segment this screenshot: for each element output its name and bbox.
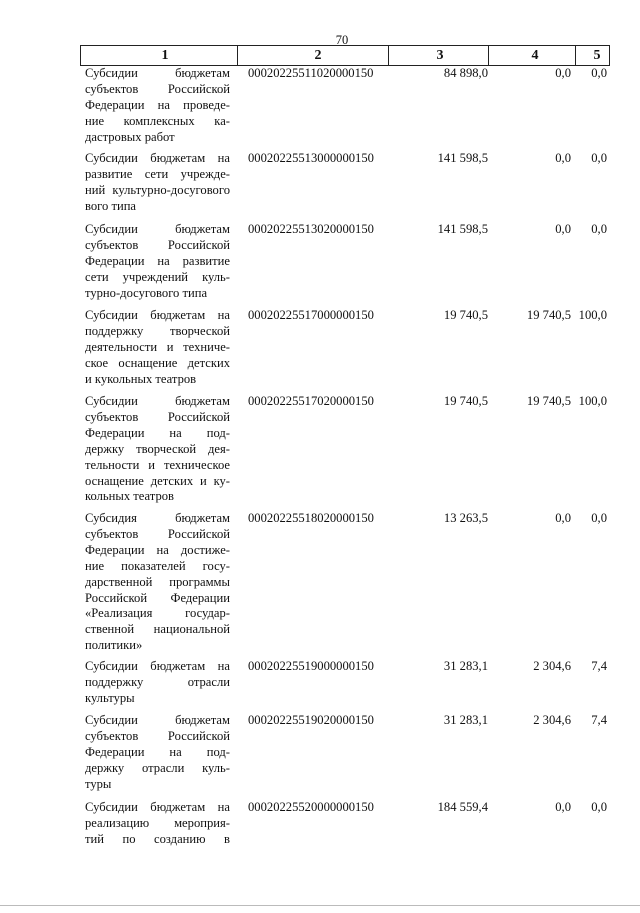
table-header: [80, 45, 610, 66]
row-name-line: деятельности и техниче-: [85, 339, 230, 354]
row-col-5: 0,0: [591, 800, 607, 814]
row-name-line: оснащение детских и ку-: [85, 473, 230, 488]
row-name-line: субъектов Российской: [85, 728, 230, 743]
row-code: 00020225517020000150: [248, 394, 374, 408]
header-col-3: 3: [436, 48, 444, 63]
row-col-3: 141 598,5: [437, 222, 488, 236]
row-name-line: ний культурно-досугового: [85, 182, 230, 197]
row-name-line: культуры: [85, 690, 135, 705]
header-col-5: 5: [593, 48, 601, 63]
row-name-line: политики»: [85, 638, 143, 653]
column-divider: [488, 45, 489, 65]
row-col-5: 100,0: [578, 308, 607, 322]
row-col-3: 31 283,1: [443, 659, 488, 673]
page-number: 70: [335, 33, 349, 47]
header-col-2: 2: [314, 48, 322, 63]
row-name-line: «Реализация государ-: [85, 606, 230, 621]
row-name-line: Российской Федерации: [85, 590, 230, 605]
row-code: 00020225518020000150: [248, 511, 374, 525]
row-name-line: и кукольных театров: [85, 371, 197, 386]
row-name-line: тий по созданию в: [85, 831, 230, 846]
row-name-line: развитие сети учрежде-: [85, 166, 230, 181]
row-name-line: ственной национальной: [85, 622, 230, 637]
row-col-3: 19 740,5: [443, 394, 488, 408]
scan-edge-line: [0, 905, 640, 906]
row-col-5: 0,0: [591, 66, 607, 80]
row-name: [85, 394, 230, 505]
row-name-line: держку творческой дея-: [85, 441, 230, 456]
row-name-line: тельности и техническое: [85, 457, 230, 472]
row-code: 00020225513000000150: [248, 151, 374, 165]
row-name-line: Федерации на под-: [85, 744, 230, 759]
row-name-line: субъектов Российской: [85, 409, 230, 424]
row-name-line: Федерации на проведе-: [85, 97, 230, 112]
row-name-line: Федерации на развитие: [85, 253, 230, 268]
row-name-line: дастровых работ: [85, 129, 175, 144]
column-divider: [575, 45, 576, 65]
row-code: 00020225519020000150: [248, 713, 374, 727]
row-col-5: 7,4: [591, 713, 607, 727]
row-col-5: 0,0: [591, 222, 607, 236]
row-col-5: 0,0: [591, 151, 607, 165]
row-name-line: ние показателей госу-: [85, 558, 230, 573]
row-name-line: Федерации на достиже-: [85, 542, 230, 557]
row-name-line: субъектов Российской: [85, 237, 230, 252]
row-name-line: Субсидии бюджетам на: [85, 800, 230, 814]
row-name-line: Субсидии бюджетам: [85, 66, 230, 80]
row-name-line: поддержку творческой: [85, 323, 230, 338]
row-col-4: 0,0: [555, 800, 571, 814]
row-col-5: 100,0: [578, 394, 607, 408]
row-name-line: ние комплексных ка-: [85, 113, 230, 128]
row-code: 00020225520000000150: [248, 800, 374, 814]
row-name-line: Субсидии бюджетам на: [85, 308, 230, 322]
row-col-4: 0,0: [555, 511, 571, 525]
row-col-3: 13 263,5: [443, 511, 488, 525]
row-code: 00020225517000000150: [248, 308, 374, 322]
row-name: [85, 151, 230, 215]
header-col-1: 1: [161, 48, 169, 63]
row-col-4: 2 304,6: [533, 713, 571, 727]
column-divider: [80, 45, 81, 65]
header-col-4: 4: [531, 48, 539, 63]
row-name-line: кольных театров: [85, 489, 174, 504]
row-code: 00020225511020000150: [248, 66, 374, 80]
row-col-4: 2 304,6: [533, 659, 571, 673]
row-name-line: ское оснащение детских: [85, 355, 230, 370]
row-col-5: 7,4: [591, 659, 607, 673]
row-name-line: держку отрасли куль-: [85, 760, 230, 775]
column-divider: [237, 45, 238, 65]
row-col-4: 0,0: [555, 222, 571, 236]
row-name-line: турно-досугового типа: [85, 285, 208, 300]
row-col-3: 141 598,5: [437, 151, 488, 165]
row-code: 00020225519000000150: [248, 659, 374, 673]
row-col-3: 184 559,4: [437, 800, 488, 814]
row-name: [85, 308, 230, 388]
row-name-line: сети учреждений куль-: [85, 269, 230, 284]
row-name-line: Субсидии бюджетам на: [85, 659, 230, 673]
row-col-3: 19 740,5: [443, 308, 488, 322]
row-col-3: 84 898,0: [443, 66, 488, 80]
row-name-line: субъектов Российской: [85, 526, 230, 541]
row-name: [85, 222, 230, 302]
row-col-4: 0,0: [555, 151, 571, 165]
row-col-4: 19 740,5: [526, 308, 571, 322]
row-name-line: Федерации на под-: [85, 425, 230, 440]
row-name: [85, 511, 230, 654]
row-name: [85, 800, 230, 848]
row-name-line: туры: [85, 776, 112, 791]
row-name-line: вого типа: [85, 198, 137, 213]
row-name: [85, 66, 230, 146]
row-col-5: 0,0: [591, 511, 607, 525]
row-col-3: 31 283,1: [443, 713, 488, 727]
row-name-line: реализацию мероприя-: [85, 815, 230, 830]
row-name-line: Субсидии бюджетам: [85, 394, 230, 408]
row-name-line: Субсидия бюджетам: [85, 511, 230, 525]
row-name-line: Субсидии бюджетам: [85, 222, 230, 236]
row-name-line: поддержку отрасли: [85, 674, 230, 689]
row-code: 00020225513020000150: [248, 222, 374, 236]
row-name: [85, 659, 230, 707]
row-col-4: 19 740,5: [526, 394, 571, 408]
row-name: [85, 713, 230, 793]
row-name-line: дарственной программы: [85, 574, 230, 589]
row-name-line: субъектов Российской: [85, 81, 230, 96]
row-name-line: Субсидии бюджетам: [85, 713, 230, 727]
column-divider: [609, 45, 610, 65]
row-name-line: Субсидии бюджетам на: [85, 151, 230, 165]
column-divider: [388, 45, 389, 65]
row-col-4: 0,0: [555, 66, 571, 80]
